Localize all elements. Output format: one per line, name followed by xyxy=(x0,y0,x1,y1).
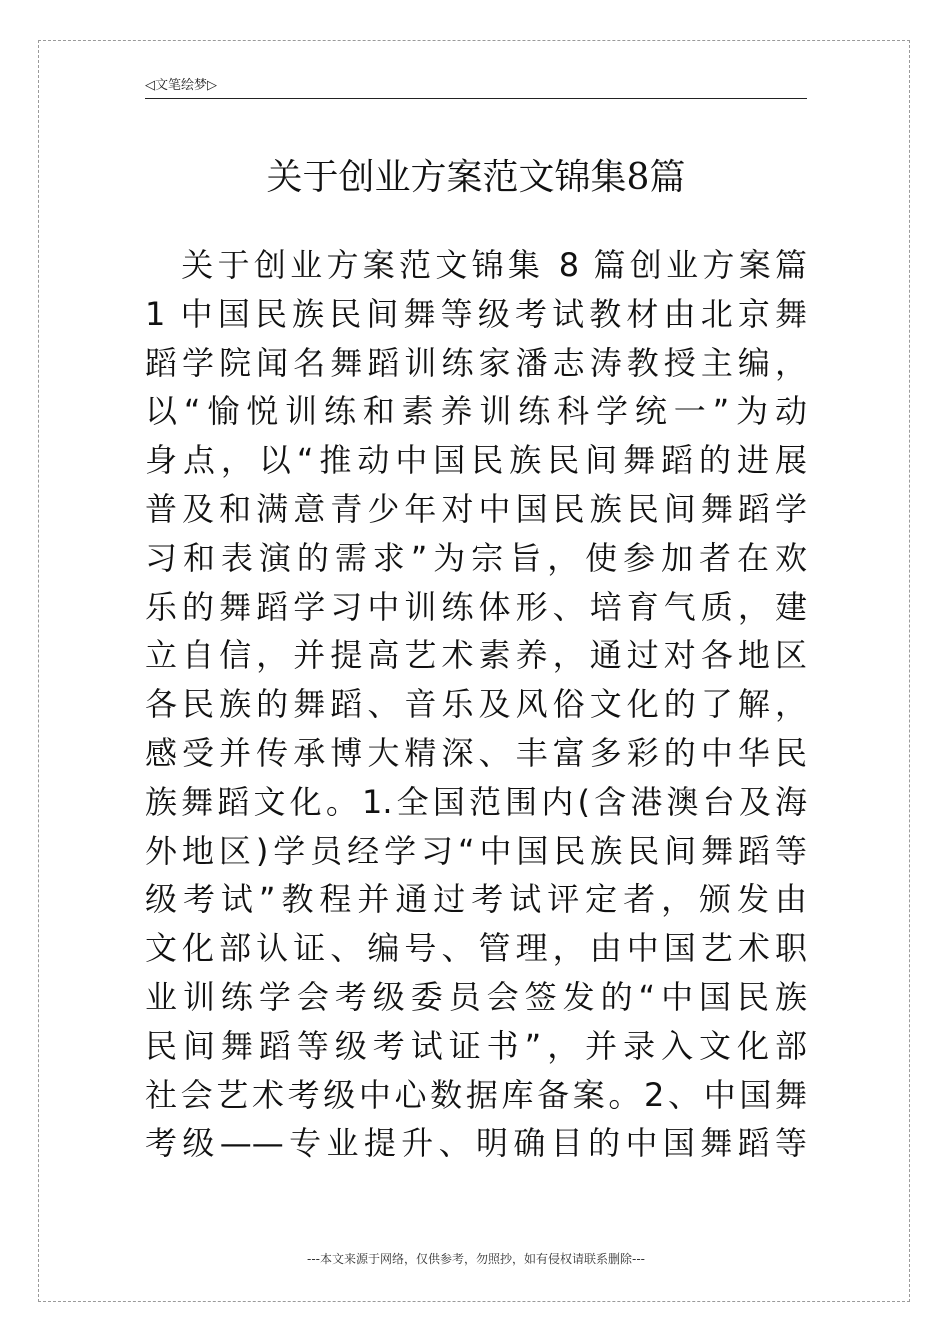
body-line: 习和表演的需求”为宗旨，使参加者在欢 xyxy=(145,538,807,577)
body-line: 蹈学院闻名舞蹈训练家潘志涛教授主编， xyxy=(145,343,807,382)
body-line: 普及和满意青少年对中国民族民间舞蹈学 xyxy=(145,489,807,528)
page-footer: ---本文来源于网络，仅供参考，勿照抄，如有侵权请联系删除--- xyxy=(307,1252,645,1266)
body-line: 以“愉悦训练和素养训练科学统一”为动 xyxy=(145,392,807,431)
body-line: 乐的舞蹈学习中训练体形、培育气质，建 xyxy=(145,587,807,626)
body-line: 1 中国民族民间舞等级考试教材由北京舞 xyxy=(145,294,807,333)
body-line: 关于创业方案范文锦集 8 篇创业方案篇 xyxy=(145,246,807,284)
document-body xyxy=(145,241,807,1168)
body-line: 文化部认证、编号、管理，由中国艺术职 xyxy=(145,929,807,968)
body-line: 外地区)学员经学习“中国民族民间舞蹈等 xyxy=(145,831,807,870)
body-line: 社会艺术考级中心数据库备案。2、中国舞 xyxy=(145,1075,807,1114)
body-line: 级考试”教程并通过考试评定者，颁发由 xyxy=(145,880,807,919)
body-line: 各民族的舞蹈、音乐及风俗文化的了解， xyxy=(145,685,807,724)
body-line: 考级——专业提升、明确目的中国舞蹈等 xyxy=(145,1124,807,1163)
body-line: 族舞蹈文化。1.全国范围内(含港澳台及海 xyxy=(145,782,807,821)
header-label: ◁文笔绘梦▷ xyxy=(145,78,217,93)
body-line: 业训练学会考级委员会签发的“中国民族 xyxy=(145,977,807,1016)
page-header xyxy=(145,72,807,99)
body-line: 民间舞蹈等级考试证书”，并录入文化部 xyxy=(145,1026,807,1065)
body-line: 身点，以“推动中国民族民间舞蹈的进展 xyxy=(145,441,807,480)
body-line: 立自信，并提高艺术素养，通过对各地区 xyxy=(145,636,807,675)
body-line: 感受并传承博大精深、丰富多彩的中华民 xyxy=(145,733,807,772)
document-title: 关于创业方案范文锦集8篇 xyxy=(266,157,686,198)
